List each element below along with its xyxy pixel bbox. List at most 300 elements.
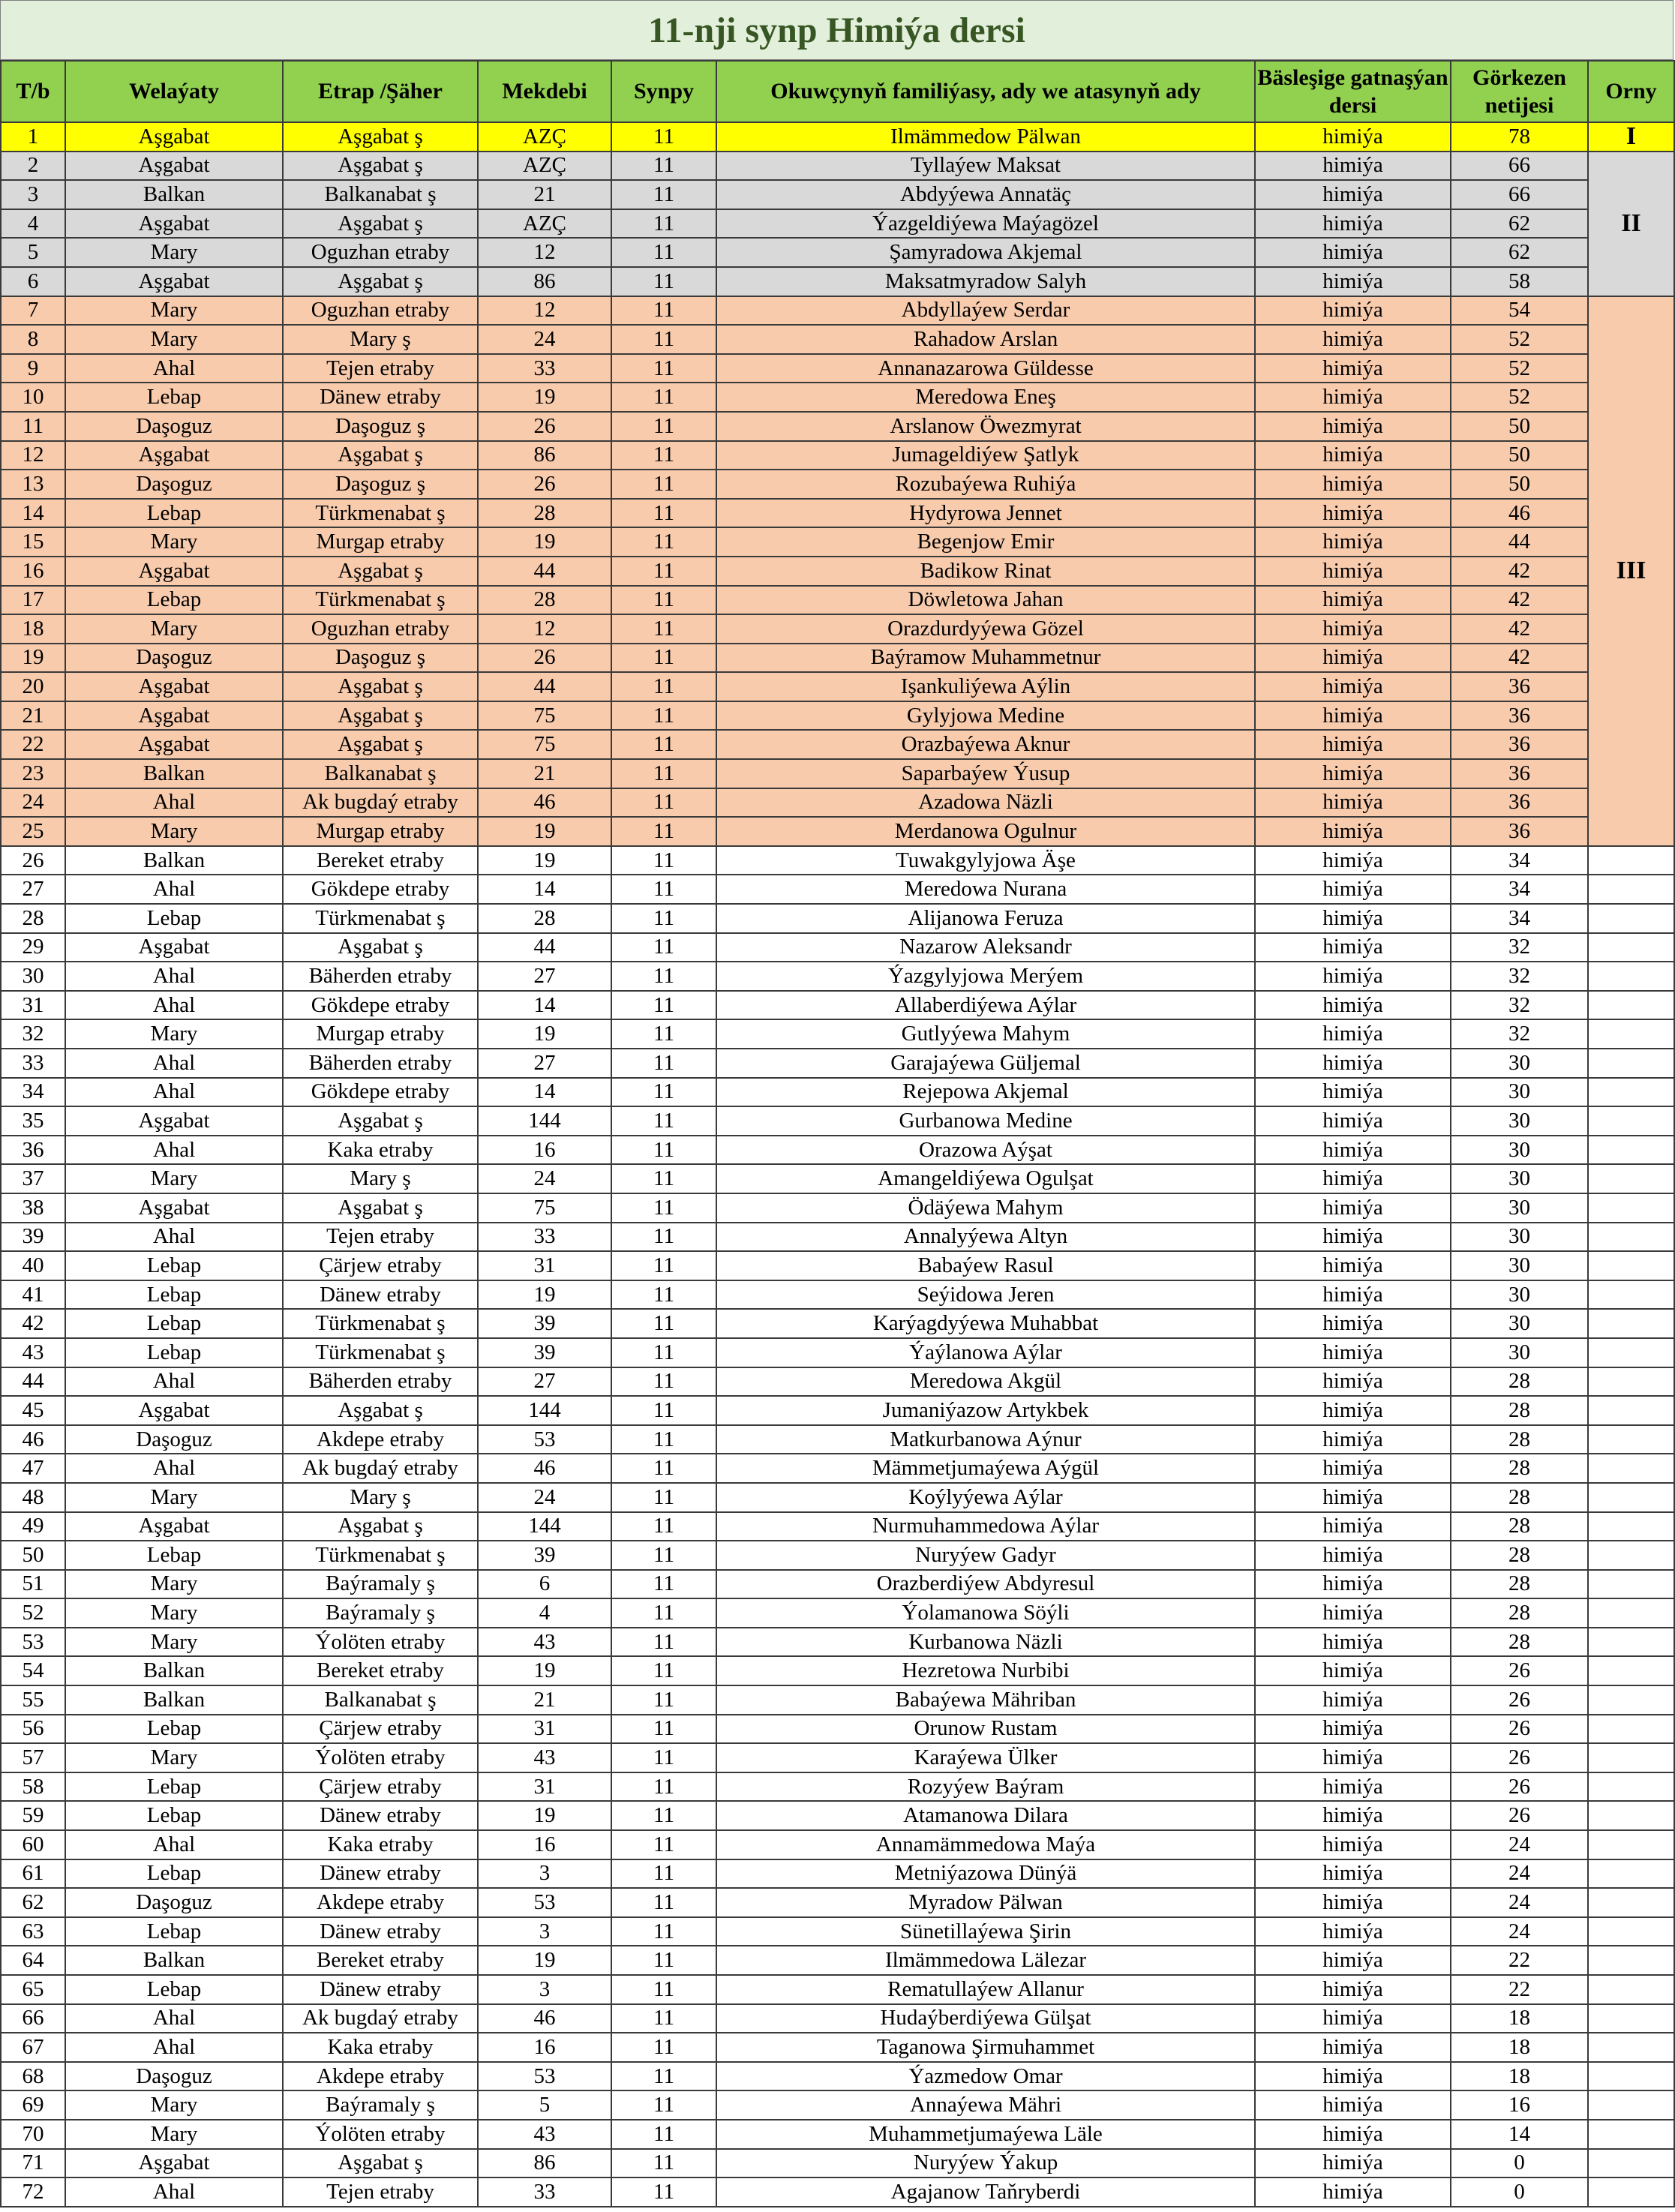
student-name-cell: Gutlyýewa Mahym — [716, 1019, 1255, 1049]
school-cell: 16 — [478, 2033, 611, 2062]
subject-cell: himiýa — [1255, 1917, 1451, 1946]
grade-cell: 11 — [611, 152, 716, 181]
row-number: 68 — [1, 2062, 65, 2091]
student-name-cell: Annamämmedowa Maýa — [716, 1830, 1255, 1859]
province-cell: Aşgabat — [65, 122, 283, 152]
subject-cell: himiýa — [1255, 470, 1451, 499]
province-cell: Mary — [65, 2090, 283, 2120]
school-cell: 31 — [478, 1772, 611, 1802]
province-cell: Lebap — [65, 499, 283, 528]
district-cell: Aşgabat ş — [283, 152, 478, 181]
table-row — [1, 586, 1674, 615]
subject-cell: himiýa — [1255, 1888, 1451, 1917]
score-cell: 28 — [1451, 1454, 1588, 1483]
district-cell: Mary ş — [283, 325, 478, 354]
table-row — [1, 1512, 1674, 1541]
province-cell: Aşgabat — [65, 152, 283, 181]
place-cell — [1588, 1396, 1674, 1425]
school-cell: 39 — [478, 1541, 611, 1570]
student-name-cell: Hezretowa Nurbibi — [716, 1656, 1255, 1685]
results-body — [1, 122, 1674, 2207]
province-cell: Balkan — [65, 846, 283, 875]
table-row — [1, 441, 1674, 470]
province-cell: Mary — [65, 1164, 283, 1193]
province-cell: Aşgabat — [65, 2149, 283, 2178]
grade-cell: 11 — [611, 267, 716, 296]
district-cell: Gökdepe etraby — [283, 875, 478, 904]
subject-cell: himiýa — [1255, 1598, 1451, 1628]
table-row — [1, 2177, 1674, 2207]
table-row — [1, 1338, 1674, 1367]
school-cell: 28 — [478, 499, 611, 528]
place-cell — [1588, 2120, 1674, 2149]
grade-cell: 11 — [611, 1743, 716, 1772]
school-cell: 43 — [478, 1743, 611, 1772]
place-cell — [1588, 1483, 1674, 1512]
row-number: 34 — [1, 1078, 65, 1107]
province-cell: Mary — [65, 2120, 283, 2149]
place-cell — [1588, 846, 1674, 875]
place-cell — [1588, 2004, 1674, 2033]
school-cell: 53 — [478, 2062, 611, 2091]
place-cell — [1588, 1801, 1674, 1830]
grade-cell: 11 — [611, 1772, 716, 1802]
row-number: 16 — [1, 557, 65, 586]
place-cell — [1588, 1164, 1674, 1193]
student-name-cell: Abdyýewa Annatäç — [716, 180, 1255, 209]
score-cell: 30 — [1451, 1251, 1588, 1280]
subject-cell: himiýa — [1255, 1772, 1451, 1802]
grade-cell: 11 — [611, 1164, 716, 1193]
grade-cell: 11 — [611, 1280, 716, 1310]
table-row — [1, 209, 1674, 239]
province-cell: Ahal — [65, 354, 283, 383]
row-number: 6 — [1, 267, 65, 296]
subject-cell: himiýa — [1255, 1512, 1451, 1541]
table-row — [1, 1136, 1674, 1165]
score-cell: 24 — [1451, 1830, 1588, 1859]
subject-cell: himiýa — [1255, 1136, 1451, 1165]
province-cell: Ahal — [65, 1830, 283, 1859]
school-cell: 75 — [478, 1193, 611, 1223]
subject-cell: himiýa — [1255, 2090, 1451, 2120]
student-name-cell: Orazowa Aýşat — [716, 1136, 1255, 1165]
score-cell: 62 — [1451, 209, 1588, 239]
score-cell: 26 — [1451, 1743, 1588, 1772]
row-number: 37 — [1, 1164, 65, 1193]
student-name-cell: Mämmetjumaýewa Aýgül — [716, 1454, 1255, 1483]
school-cell: 26 — [478, 470, 611, 499]
subject-cell: himiýa — [1255, 1628, 1451, 1657]
subject-cell: himiýa — [1255, 2120, 1451, 2149]
grade-cell: 11 — [611, 209, 716, 239]
grade-cell: 11 — [611, 1049, 716, 1078]
district-cell: Aşgabat ş — [283, 1396, 478, 1425]
row-number: 2 — [1, 152, 65, 181]
school-cell: 144 — [478, 1396, 611, 1425]
school-cell: 46 — [478, 2004, 611, 2033]
subject-cell: himiýa — [1255, 152, 1451, 181]
student-name-cell: Sünetillaýewa Şirin — [716, 1917, 1255, 1946]
score-cell: 34 — [1451, 875, 1588, 904]
student-name-cell: Nuryýew Gadyr — [716, 1541, 1255, 1570]
score-cell: 32 — [1451, 991, 1588, 1020]
score-cell: 66 — [1451, 152, 1588, 181]
score-cell: 30 — [1451, 1193, 1588, 1223]
school-cell: 44 — [478, 557, 611, 586]
score-cell: 36 — [1451, 759, 1588, 788]
student-name-cell: Nurmuhammedowa Aýlar — [716, 1512, 1255, 1541]
score-cell: 14 — [1451, 2120, 1588, 2149]
grade-cell: 11 — [611, 1454, 716, 1483]
district-cell: Oguzhan etraby — [283, 296, 478, 326]
student-name-cell: Annanazarowa Güldesse — [716, 354, 1255, 383]
table-row — [1, 1106, 1674, 1136]
school-cell: 44 — [478, 933, 611, 962]
table-row — [1, 1049, 1674, 1078]
subject-cell: himiýa — [1255, 1743, 1451, 1772]
score-cell: 30 — [1451, 1078, 1588, 1107]
grade-cell: 11 — [611, 614, 716, 644]
place-cell: III — [1588, 296, 1674, 846]
row-number: 40 — [1, 1251, 65, 1280]
student-name-cell: Muhammetjumaýewa Läle — [716, 2120, 1255, 2149]
district-cell: Murgap etraby — [283, 527, 478, 557]
school-cell: 144 — [478, 1512, 611, 1541]
student-name-cell: Kurbanowa Näzli — [716, 1628, 1255, 1657]
place-cell — [1588, 1628, 1674, 1657]
score-cell: 30 — [1451, 1106, 1588, 1136]
student-name-cell: Orunow Rustam — [716, 1715, 1255, 1744]
grade-cell: 11 — [611, 527, 716, 557]
grade-cell: 11 — [611, 122, 716, 152]
subject-cell: himiýa — [1255, 1164, 1451, 1193]
province-cell: Aşgabat — [65, 933, 283, 962]
district-cell: Oguzhan etraby — [283, 238, 478, 267]
student-name-cell: Nuryýew Ýakup — [716, 2149, 1255, 2178]
district-cell: Aşgabat ş — [283, 730, 478, 759]
table-row — [1, 846, 1674, 875]
table-row — [1, 527, 1674, 557]
province-cell: Mary — [65, 817, 283, 846]
row-number: 10 — [1, 383, 65, 412]
score-cell: 22 — [1451, 1975, 1588, 2004]
student-name-cell: Ilmämmedowa Lälezar — [716, 1946, 1255, 1975]
score-cell: 18 — [1451, 2062, 1588, 2091]
school-cell: 33 — [478, 354, 611, 383]
place-cell — [1588, 1975, 1674, 2004]
province-cell: Aşgabat — [65, 701, 283, 731]
subject-cell: himiýa — [1255, 614, 1451, 644]
score-cell: 24 — [1451, 1888, 1588, 1917]
place-cell — [1588, 1917, 1674, 1946]
grade-cell: 11 — [611, 2090, 716, 2120]
subject-cell: himiýa — [1255, 122, 1451, 152]
school-cell: 27 — [478, 962, 611, 991]
score-cell: 66 — [1451, 180, 1588, 209]
grade-cell: 11 — [611, 904, 716, 933]
student-name-cell: Saparbaýew Ýusup — [716, 759, 1255, 788]
table-row — [1, 325, 1674, 354]
table-row — [1, 180, 1674, 209]
province-cell: Aşgabat — [65, 267, 283, 296]
school-cell: 33 — [478, 1223, 611, 1252]
table-row — [1, 1019, 1674, 1049]
row-number: 29 — [1, 933, 65, 962]
school-cell: 19 — [478, 1280, 611, 1310]
row-number: 17 — [1, 586, 65, 615]
subject-cell: himiýa — [1255, 1801, 1451, 1830]
school-cell: 46 — [478, 1454, 611, 1483]
place-cell — [1588, 933, 1674, 962]
school-cell: 53 — [478, 1888, 611, 1917]
province-cell: Ahal — [65, 1136, 283, 1165]
subject-cell: himiýa — [1255, 1946, 1451, 1975]
score-cell: 30 — [1451, 1049, 1588, 1078]
row-number: 27 — [1, 875, 65, 904]
student-name-cell: Abdyllaýew Serdar — [716, 296, 1255, 326]
table-row — [1, 2149, 1674, 2178]
student-name-cell: Jumageldiýew Şatlyk — [716, 441, 1255, 470]
score-cell: 50 — [1451, 441, 1588, 470]
column-header-number: T/b — [1, 61, 65, 122]
province-cell: Ahal — [65, 2177, 283, 2207]
row-number: 63 — [1, 1917, 65, 1946]
student-name-cell: Rozyýew Baýram — [716, 1772, 1255, 1802]
subject-cell: himiýa — [1255, 1078, 1451, 1107]
school-cell: 19 — [478, 846, 611, 875]
student-name-cell: Annalyýewa Altyn — [716, 1223, 1255, 1252]
subject-cell: himiýa — [1255, 2149, 1451, 2178]
row-number: 38 — [1, 1193, 65, 1223]
subject-cell: himiýa — [1255, 1715, 1451, 1744]
score-cell: 26 — [1451, 1715, 1588, 1744]
student-name-cell: Alijanowa Feruza — [716, 904, 1255, 933]
student-name-cell: Meredowa Eneş — [716, 383, 1255, 412]
district-cell: Ak bugdaý etraby — [283, 1454, 478, 1483]
student-name-cell: Ödäýewa Mahym — [716, 1193, 1255, 1223]
student-name-cell: Nazarow Aleksandr — [716, 933, 1255, 962]
table-row — [1, 557, 1674, 586]
score-cell: 16 — [1451, 2090, 1588, 2120]
place-cell — [1588, 1223, 1674, 1252]
grade-cell: 11 — [611, 1338, 716, 1367]
grade-cell: 11 — [611, 470, 716, 499]
subject-cell: himiýa — [1255, 499, 1451, 528]
school-cell: 75 — [478, 730, 611, 759]
student-name-cell: Karaýewa Ülker — [716, 1743, 1255, 1772]
grade-cell: 11 — [611, 1801, 716, 1830]
school-cell: 14 — [478, 991, 611, 1020]
row-number: 36 — [1, 1136, 65, 1165]
subject-cell: himiýa — [1255, 1367, 1451, 1397]
province-cell: Lebap — [65, 1917, 283, 1946]
school-cell: 19 — [478, 1019, 611, 1049]
school-cell: 19 — [478, 383, 611, 412]
grade-cell: 11 — [611, 499, 716, 528]
row-number: 31 — [1, 991, 65, 1020]
province-cell: Mary — [65, 1743, 283, 1772]
district-cell: Balkanabat ş — [283, 180, 478, 209]
place-cell: I — [1588, 122, 1674, 152]
table-row — [1, 1598, 1674, 1628]
subject-cell: himiýa — [1255, 1396, 1451, 1425]
place-cell — [1588, 1251, 1674, 1280]
school-cell: 44 — [478, 672, 611, 701]
student-name-cell: Agajanow Taňryberdi — [716, 2177, 1255, 2207]
table-row — [1, 1888, 1674, 1917]
district-cell: Türkmenabat ş — [283, 904, 478, 933]
score-cell: 28 — [1451, 1483, 1588, 1512]
table-row — [1, 1946, 1674, 1975]
student-name-cell: Amangeldiýewa Ogulşat — [716, 1164, 1255, 1193]
subject-cell: himiýa — [1255, 1106, 1451, 1136]
district-cell: Türkmenabat ş — [283, 1541, 478, 1570]
student-name-cell: Ýazmedow Omar — [716, 2062, 1255, 2091]
row-number: 21 — [1, 701, 65, 731]
province-cell: Lebap — [65, 1251, 283, 1280]
province-cell: Daşoguz — [65, 644, 283, 673]
district-cell: Aşgabat ş — [283, 1512, 478, 1541]
row-number: 45 — [1, 1396, 65, 1425]
table-row — [1, 1367, 1674, 1397]
subject-cell: himiýa — [1255, 962, 1451, 991]
grade-cell: 11 — [611, 1715, 716, 1744]
province-cell: Lebap — [65, 1859, 283, 1889]
school-cell: 24 — [478, 325, 611, 354]
score-cell: 26 — [1451, 1772, 1588, 1802]
grade-cell: 11 — [611, 1975, 716, 2004]
school-cell: 43 — [478, 2120, 611, 2149]
place-cell — [1588, 1136, 1674, 1165]
subject-cell: himiýa — [1255, 383, 1451, 412]
score-cell: 30 — [1451, 1164, 1588, 1193]
grade-cell: 11 — [611, 2149, 716, 2178]
subject-cell: himiýa — [1255, 904, 1451, 933]
row-number: 60 — [1, 1830, 65, 1859]
table-row — [1, 788, 1674, 818]
table-row — [1, 817, 1674, 846]
province-cell: Ahal — [65, 1078, 283, 1107]
grade-cell: 11 — [611, 730, 716, 759]
province-cell: Ahal — [65, 1367, 283, 1397]
province-cell: Mary — [65, 325, 283, 354]
grade-cell: 11 — [611, 672, 716, 701]
row-number: 47 — [1, 1454, 65, 1483]
table-row — [1, 2033, 1674, 2062]
student-name-cell: Orazdurdyýewa Gözel — [716, 614, 1255, 644]
row-number: 18 — [1, 614, 65, 644]
row-number: 72 — [1, 2177, 65, 2207]
student-name-cell: Arslanow Öwezmyrat — [716, 412, 1255, 441]
district-cell: Bäherden etraby — [283, 962, 478, 991]
grade-cell: 11 — [611, 586, 716, 615]
column-header-subject: Bäsleşige gatnaşýan dersi — [1255, 61, 1451, 122]
place-cell — [1588, 962, 1674, 991]
score-cell: 36 — [1451, 701, 1588, 731]
subject-cell: himiýa — [1255, 238, 1451, 267]
student-name-cell: Tuwakgylyjowa Äşe — [716, 846, 1255, 875]
school-cell: 24 — [478, 1483, 611, 1512]
place-cell — [1588, 904, 1674, 933]
district-cell: Dänew etraby — [283, 1859, 478, 1889]
grade-cell: 11 — [611, 2062, 716, 2091]
district-cell: Daşoguz ş — [283, 644, 478, 673]
subject-cell: himiýa — [1255, 875, 1451, 904]
subject-cell: himiýa — [1255, 788, 1451, 818]
place-cell — [1588, 1715, 1674, 1744]
province-cell: Mary — [65, 1598, 283, 1628]
row-number: 61 — [1, 1859, 65, 1889]
place-cell — [1588, 1454, 1674, 1483]
district-cell: Akdepe etraby — [283, 1425, 478, 1454]
subject-cell: himiýa — [1255, 267, 1451, 296]
subject-cell: himiýa — [1255, 586, 1451, 615]
subject-cell: himiýa — [1255, 1454, 1451, 1483]
place-cell — [1588, 1338, 1674, 1367]
province-cell: Daşoguz — [65, 1888, 283, 1917]
row-number: 20 — [1, 672, 65, 701]
student-name-cell: Rematullaýew Allanur — [716, 1975, 1255, 2004]
row-number: 28 — [1, 904, 65, 933]
score-cell: 24 — [1451, 1917, 1588, 1946]
province-cell: Balkan — [65, 1685, 283, 1715]
school-cell: 28 — [478, 586, 611, 615]
score-cell: 42 — [1451, 614, 1588, 644]
subject-cell: himiýa — [1255, 759, 1451, 788]
student-name-cell: Rahadow Arslan — [716, 325, 1255, 354]
row-number: 66 — [1, 2004, 65, 2033]
score-cell: 36 — [1451, 672, 1588, 701]
grade-cell: 11 — [611, 1685, 716, 1715]
grade-cell: 11 — [611, 759, 716, 788]
score-cell: 22 — [1451, 1946, 1588, 1975]
province-cell: Aşgabat — [65, 672, 283, 701]
subject-cell: himiýa — [1255, 1193, 1451, 1223]
province-cell: Ahal — [65, 2004, 283, 2033]
grade-cell: 11 — [611, 1946, 716, 1975]
score-cell: 28 — [1451, 1425, 1588, 1454]
row-number: 57 — [1, 1743, 65, 1772]
row-number: 33 — [1, 1049, 65, 1078]
row-number: 43 — [1, 1338, 65, 1367]
grade-cell: 11 — [611, 1483, 716, 1512]
student-name-cell: Taganowa Şirmuhammet — [716, 2033, 1255, 2062]
row-number: 49 — [1, 1512, 65, 1541]
province-cell: Daşoguz — [65, 412, 283, 441]
place-cell — [1588, 2149, 1674, 2178]
subject-cell: himiýa — [1255, 644, 1451, 673]
province-cell: Daşoguz — [65, 1425, 283, 1454]
student-name-cell: Hydyrowa Jennet — [716, 499, 1255, 528]
district-cell: Aşgabat ş — [283, 209, 478, 239]
place-cell: II — [1588, 152, 1674, 296]
student-name-cell: Myradow Pälwan — [716, 1888, 1255, 1917]
district-cell: Aşgabat ş — [283, 557, 478, 586]
place-cell — [1588, 1541, 1674, 1570]
place-cell — [1588, 1078, 1674, 1107]
student-name-cell: Atamanowa Dilara — [716, 1801, 1255, 1830]
row-number: 12 — [1, 441, 65, 470]
province-cell: Lebap — [65, 1715, 283, 1744]
student-name-cell: Seýidowa Jeren — [716, 1280, 1255, 1310]
table-row — [1, 1656, 1674, 1685]
table-row — [1, 1917, 1674, 1946]
district-cell: Mary ş — [283, 1483, 478, 1512]
district-cell: Ýolöten etraby — [283, 2120, 478, 2149]
table-row — [1, 1164, 1674, 1193]
school-cell: 21 — [478, 1685, 611, 1715]
